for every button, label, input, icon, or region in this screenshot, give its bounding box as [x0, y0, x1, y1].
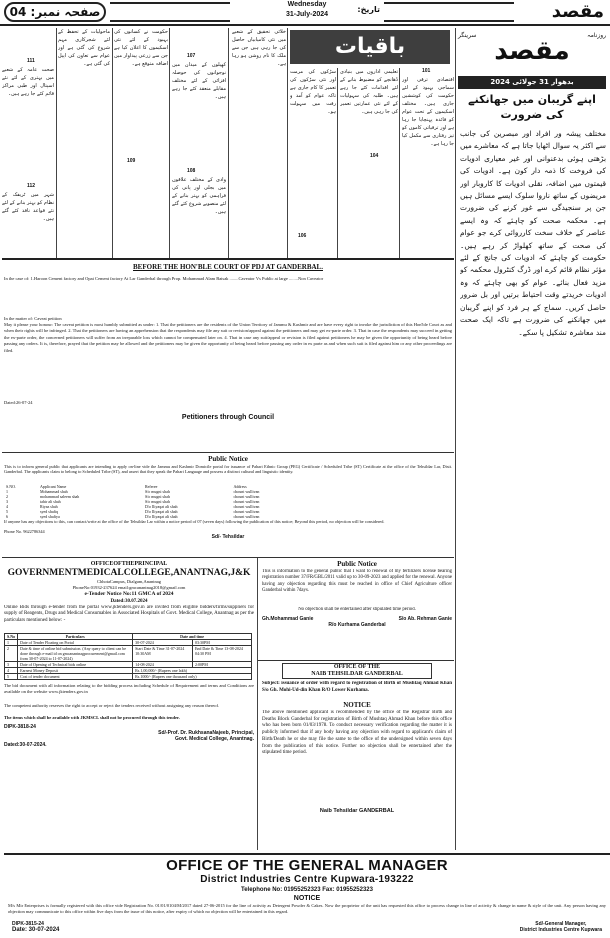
section-number: 111 — [27, 58, 35, 64]
tender-body: Online Bids through e-tender from the portal www.jktenders.gov.in are invited from eligible bidders/firms/suppliers for supply of Reagents, Drugs and Medical Consumables in Associated Hospitals of Govt. Medical College, Anantnag as per the particulars mentioned below: - — [4, 605, 254, 623]
page-header — [0, 0, 610, 26]
notice-footer: If anyone has any objections to this, can contact/write at the office of the Tehsildar Lar within a notice period of 07 (seven days) following the publication of this notice; Beyond this period, no objection will be considered. — [4, 519, 385, 524]
court-notice — [4, 262, 452, 450]
table-cell: D/o Iliyaqat ali shah — [144, 504, 178, 509]
baqiyat-banner: باقیات — [290, 30, 450, 64]
paper-name-small: مقصد — [551, 1, 604, 22]
table-cell: chount wullivan — [233, 499, 260, 504]
date: 31-July-2024 — [285, 11, 329, 18]
table-cell: D/o Iliyaqat ali shah — [144, 514, 178, 519]
col-header: S.NO. — [6, 484, 17, 489]
baqiyat-section: ماحولیات کے تحفظ کے لئے شجرکاری مہم شروع کی گئی ہے اور عوام سے تعاون کی اپیل کی گئی ہے۔ — [58, 29, 110, 67]
naib-office-box — [282, 663, 432, 679]
editorial-masthead — [458, 28, 606, 74]
table-cell: Mohammad shah — [39, 489, 68, 494]
editorial-logo: مقصد — [494, 36, 570, 66]
table-cell: 3 — [6, 499, 8, 504]
public-notice-fertilizer — [262, 560, 452, 660]
gm-footer — [4, 921, 610, 933]
table-cell: 4 — [5, 668, 18, 674]
naib-tehsildar-notice — [262, 663, 452, 850]
table-cell: Date of Tender Floating on Portal — [18, 640, 133, 646]
table-cell: End Date & Time 13-08-2024 04:30 PM — [192, 646, 251, 662]
column-divider — [112, 28, 113, 258]
tender-office: OFFICEOFTHEPRINCIPAL — [90, 561, 168, 567]
gm-footer-left — [12, 921, 59, 933]
table-cell: chount wullivan — [233, 489, 260, 494]
gm-sign: District Industries Centre Kupwara — [519, 927, 602, 933]
tender-dated: Dated:30.07.2024 — [110, 599, 148, 604]
gm-footer-right — [520, 921, 602, 933]
column-divider — [337, 68, 338, 258]
table-cell: 1 — [5, 640, 18, 646]
editorial-date-bar: بدھوار 31 جولائی 2024 — [458, 76, 606, 89]
gm-dipk: DIPK-3815-24 — [12, 921, 44, 927]
section-number: 106 — [298, 233, 307, 239]
table-cell: S/o mugni shah — [144, 499, 170, 504]
tender-contacts: PhoneNo:01932-237624 email:gmcanantnag2018@gmail.com — [72, 585, 186, 590]
court-notice-matter: In the matter of: Caveat petition — [4, 316, 62, 321]
section-number: 104 — [370, 153, 379, 159]
section-number: 108 — [187, 168, 196, 174]
court-notice-signoff: Petitioners through Council — [181, 414, 275, 421]
court-notice-parties: In the case of: 1.Haroon Cement factory and Opai Cement factory At Lar Ganderbal through Prop. Mohammad Alam Baisak ........Caveator Vs Public at large ........Non Caveator — [4, 276, 324, 281]
section-divider — [258, 660, 454, 661]
table-cell: syed shafiq — [39, 509, 59, 514]
baqiyat-section: اقتصادی ترقی اور سماجی بہبود کے لئے حکومت کی کوششیں جاری ہیں۔ مختلف اسکیموں کے تحت عوام کو فائدہ پہنچایا جا رہا ہے اور ترقیاتی کاموں کو تیز رفتاری سے مکمل کیا جا رہا ہے۔ — [402, 77, 454, 147]
baqiyat-columns — [2, 28, 454, 258]
naib-office-line: NAIB TEHSILDAR GANDERBAL — [311, 671, 403, 677]
table-cell: 5 — [6, 509, 8, 514]
table-cell: Rs.1,00,000/- (Rupees one lakh) — [133, 668, 252, 674]
col-header: Applicant Name — [39, 484, 67, 489]
table-cell: Date & time of online bid submission. (Any query to client can be done through e-mail id on gmcanantnagprocurement@gmail.com from 30-07-2024 to 11-07-2024) — [18, 646, 133, 662]
tender-schedule-table — [4, 633, 252, 680]
naib-body: The above mentioned applicant is recommended by the office of the Registrar Birth and Deaths Block Ganderbal for registration of Birth of Mushtaq Ahmad Khan before this office who has been born 01/03/1978. To conduct necessary verification regarding the matter it is publicly informed that if any body having any objection with regard to applicant's claim of Birth/Death he or she may file the same to the office of the undersigned within seven days from the publication of this notice. Further no objection shall be entertained after the stipulated time period. — [262, 710, 452, 756]
table-row — [5, 646, 252, 662]
column-divider — [287, 28, 288, 258]
notice-body: This is information to the general public that I want to renewal of my fertilizers license bearing registration number 37/FR/GBL/2011 valid up to 30-09-2023 and applied for the renewal. Anyone having any objection regarding this must be reached in office of Chief Agriculture officer Ganderbal within 7days. — [262, 569, 452, 593]
tender-notice-no: e-Tender Notice No:11 GMCA of 2024 — [84, 591, 174, 597]
baqiyat-section: خلائی تحقیق کے شعبے میں نئی کامیابیاں حاصل کی جا رہی ہیں جن سے ملک کا نام روشن ہو رہا ہے۔ — [232, 29, 286, 67]
notice-note: No objection shall be entertained after stipulated time period. — [298, 607, 416, 612]
table-cell: 6 — [6, 514, 8, 519]
editorial-body: مختلف پیشہ ور افراد اور مبصرین کی جانب سے اکثر یہ سوال اٹھایا جاتا ہے کہ معاشرے میں بڑھتی ہوئی بدعنوانی اور غیر معیاری ادویات کی فروخت کا ذمہ دار کون ہے۔ ادویات کی قیمتوں میں اضافہ، نقلی ادویات کا کاروبار اور مریضوں کے ساتھ ناروا سلوک ایسے مسائل ہیں جن پر سنجیدگی سے غور کرنے کی ضرورت ہے۔ محکمہ صحت کو چاہئے کہ وہ ایسے عناصر کے خلاف سخت کارروائی کرے جو عوام کی صحت کے ساتھ کھلواڑ کر رہے ہیں۔ حکومت کو چاہئے کہ ادویات کی جانچ کے لئے مؤثر نظام قائم کرے اور ڈرگ کنٹرول محکمہ کو مزید فعال بنائے۔ عوام کو بھی چاہئے کہ وہ ادویات خریدتے وقت احتیاط برتیں اور بل ضرور حاصل کریں۔ سماج کے ہر فرد کو اپنے گریبان میں جھانکنے کی ضرورت ہے تاکہ ایک صحت مند معاشرہ تشکیل پا سکے۔ — [460, 129, 606, 337]
gm-sign: Sd/-General Manager, — [535, 921, 587, 927]
table-row — [5, 674, 252, 680]
notice-sign: S/o Ab. Rehman Ganie — [398, 616, 452, 622]
notice-phone: Phone No. 9622786344 — [4, 529, 45, 534]
table-cell: 2 — [5, 646, 18, 662]
table-cell: Cost of tender document — [18, 674, 133, 680]
table-cell: 1 — [6, 489, 8, 494]
naib-notice-title: NOTICE — [343, 701, 371, 709]
gm-body: M/s Mir Enterprises is formally registered with this office vide Registration No. 01/01/0104/M/2017 dated 27-06-2015 for the line of activity as Detergent Powder & Cakes. Now the proprietor of the unit has requested this office to process change in line of activity & change in name & style of the unit. Any person having any objection may communicate to this office within five days from the issue of this notice, after expiry of which no objection will be entertained in this regard. — [8, 903, 606, 914]
court-notice-title: BEFORE THE HON'BLE COURT OF PDJ AT GANDERBAL. — [133, 263, 323, 271]
tender-footer: The bid document with all information relating to the bidding process including Schedule of Requirement and terms and Conditions are available on the website www.jktenders.gov.in — [4, 683, 254, 694]
tender-dipk: DIPK-3818-24 — [4, 724, 36, 730]
col-header: Date and time — [133, 634, 252, 640]
table-cell: 5 — [5, 674, 18, 680]
editorial-headline: اپنے گریبان میں جھانکنے کی ضرورت — [468, 93, 596, 121]
gm-subtitle: District Industries Centre Kupwara-193222 — [200, 874, 414, 885]
baqiyat-section: تعلیمی اداروں میں بنیادی ڈھانچے کو مضبوط بنانے کے لئے اقدامات کئے جا رہے ہیں۔ طلبہ کی سہولیات کے لئے نئی عمارتیں تعمیر کی جا رہی ہیں۔ — [340, 69, 398, 115]
notice-title: Public Notice — [208, 455, 248, 463]
tender-footer: The items which shall be available with JKMSCL shall not be procured through this tender. — [4, 715, 180, 720]
table-cell: Rs.1000/- (Rupees one thousand only) — [133, 674, 252, 680]
table-cell: 3 — [5, 662, 18, 668]
section-number: 112 — [27, 183, 36, 189]
section-number: 101 — [422, 68, 431, 74]
tender-college: GOVERNMENTMEDICALCOLLEGE,ANANTNAG,J&K — [7, 568, 251, 578]
notice-body: This is to inform general public that applicants are intending to apply on-line vide the Jammu and Kashmir Domicile portal for issuance of Pahari Ethnic Group (PEG) Certificate / Scheduled Tribe (ST) Certificate at the office of the Tehsildar Lar, Distt. Ganderbal. The applicants claim to belong to Scheduled Tribe (ST), and assert that they speak the Pahari Language and possess a distinct cultural and linguistic identity. — [4, 464, 452, 474]
court-notice-body: May it please your honour: The caveat petition is most humbly submitted as under: 1. That the petitioners are the residents of the Union Territory of Jammu & Kashmir and are have every right to invoke the jurisdiction of this Hon'ble Court as and when their rights will be infringed. 2. That the petitioners are having an apprehension that the respondents may file any suit or revision/appeal against the petitioners and may get ex-parte order. 3. That in case the respondents may succeed in getting the ex-parte order, the concerned petitioners will suffer from an irreparable loss which cannot be compensated later on. 4. That in case any suit/appeal or revision is filed against petitioners he may be given the opportunity of being heard before passing any orders. It is, therefore, prayed that the petition may be allowed and the petitioners may be given the opportunity of being heard before passing any order in ex parte as and when such suit is filed against him or any other proceedings are filed. — [4, 322, 452, 353]
gm-title: OFFICE OF THE GENERAL MANAGER — [166, 857, 448, 874]
table-cell: 14-08-2024 — [133, 662, 193, 668]
table-cell: 2:00PM — [192, 662, 251, 668]
applicant-table — [4, 484, 304, 519]
gm-dated: Date: 30-07-2024 — [12, 927, 60, 933]
col-header: Particulars — [18, 634, 133, 640]
baqiyat-section: کھیلوں کے میدان میں نوجوانوں کی حوصلہ افزائی کے لئے مختلف مقابلے منعقد کئے جا رہے ہیں۔ — [172, 62, 226, 100]
weekday: Wednesday — [287, 1, 327, 8]
table-cell: Earnest Money Deposit — [18, 668, 133, 674]
col-header: S.No — [5, 634, 18, 640]
date-label: تاریخ: — [357, 5, 380, 14]
header-rule-left — [110, 2, 230, 22]
naib-sign: Naib Tehsildar GANDERBAL — [319, 808, 395, 814]
tender-address: ChhotaCampus, Dialgam,Anantnag — [96, 579, 162, 584]
table-cell: syed shafiya — [39, 514, 60, 519]
baqiyat-section: سڑکوں کی مرمت اور نئی سڑکوں کی تعمیر کا کام جاری ہے تاکہ عوام کو آمد و رفت میں سہولت ہو۔ — [290, 69, 336, 115]
editorial-tag-left: سرینگر — [458, 32, 477, 39]
table-cell: 30-07-2024 — [133, 640, 193, 646]
column-divider — [257, 558, 258, 850]
public-notice-pahari — [4, 455, 452, 555]
table-cell: chount wullivan — [233, 494, 260, 499]
table-cell: chount wullivan — [233, 504, 260, 509]
notice-sign: Gh.Mohammad Ganie — [262, 616, 314, 622]
section-number: 107 — [187, 53, 196, 59]
tender-footer: The competent authority reserves the right to accept or reject the tenders received without assigning any reason thereof. — [4, 703, 220, 708]
table-cell: 2 — [6, 494, 8, 499]
court-notice-dated: Dated:26-07-24 — [4, 400, 33, 405]
column-divider — [228, 28, 229, 258]
gm-notice-heading: NOTICE — [293, 895, 321, 902]
baqiyat-section: حکومت نے کسانوں کی بہبود کے لئے نئی اسکیموں کا اعلان کیا ہے جن سے زرعی پیداوار میں اضافہ متوقع ہے۔ — [114, 29, 168, 67]
tender-notice — [4, 560, 254, 850]
section-divider — [2, 557, 454, 558]
table-cell: Riyaz shah — [39, 504, 58, 509]
section-divider — [2, 258, 454, 260]
table-cell: S/o mugni shah — [144, 494, 170, 499]
tender-sign: Govt. Medical College, Anantnag. — [175, 736, 254, 742]
column-divider — [169, 28, 170, 258]
col-header: Address — [233, 484, 247, 489]
section-number: 109 — [127, 158, 136, 164]
naib-subject: Subject: issuance of order with regard to registration of Birth of Mushtaq Ahmad Khan S/o Gh. Mohi-Ud-din Khan R/O Lower Kurhama. — [262, 681, 452, 693]
table-cell: mohammad saleem shah — [39, 494, 80, 499]
notice-sign: Sd/- Tehsildar — [211, 534, 245, 540]
column-divider — [399, 68, 400, 258]
table-cell: D/o Iliyaqat ali shah — [144, 509, 178, 514]
editorial-tag-right: روزنامہ — [587, 32, 606, 39]
table-cell: tahir ali shah — [39, 499, 61, 504]
baqiyat-section: صحت عامہ کے شعبے میں بہتری کے لئے نئے اسپتال اور طبی مراکز قائم کئے جا رہے ہیں۔ — [2, 67, 54, 97]
baqiyat-section: وادی کے مختلف علاقوں میں بجلی اور پانی کی فراہمی کو بہتر بنانے کے لئے منصوبے شروع کئے گئے ہیں۔ — [172, 177, 226, 215]
table-cell: Start Date & Time 31-07-2024 10:30AM — [133, 646, 193, 662]
naib-office-line: OFFICE OF THE — [333, 664, 381, 670]
column-divider — [56, 28, 57, 258]
header-rule-right — [384, 2, 514, 22]
tender-dated-foot: Dated:30-07-2024. — [4, 742, 47, 748]
section-divider — [2, 452, 454, 453]
page-number-badge: صفحہ نمبر: 04 — [4, 2, 106, 22]
table-cell: S/o mugni shah — [144, 489, 170, 494]
notice-title: Public Notice — [337, 560, 377, 568]
tender-sign: Sd/-Prof. Dr. RukhsanaNajeeb, Principal, — [158, 730, 254, 736]
gm-phones: Telephone No: 01955252323 Fax: 01955252323 — [241, 887, 373, 893]
table-cell: Date of Opening of Technical bids online — [18, 662, 133, 668]
col-header: Referee — [144, 484, 158, 489]
column-divider — [455, 28, 456, 850]
table-cell: 03:30PM — [192, 640, 251, 646]
baqiyat-section: شہر میں ٹریفک کے نظام کو بہتر بنانے کے لئے نئے قواعد نافذ کئے گئے ہیں۔ — [2, 192, 54, 222]
general-manager-notice — [4, 853, 610, 938]
notice-place: R/o Kurhama Ganderbal — [328, 622, 386, 628]
table-cell: 4 — [6, 504, 8, 509]
table-cell: chount wullivan — [233, 514, 260, 519]
table-cell: chount wullivan — [233, 509, 260, 514]
